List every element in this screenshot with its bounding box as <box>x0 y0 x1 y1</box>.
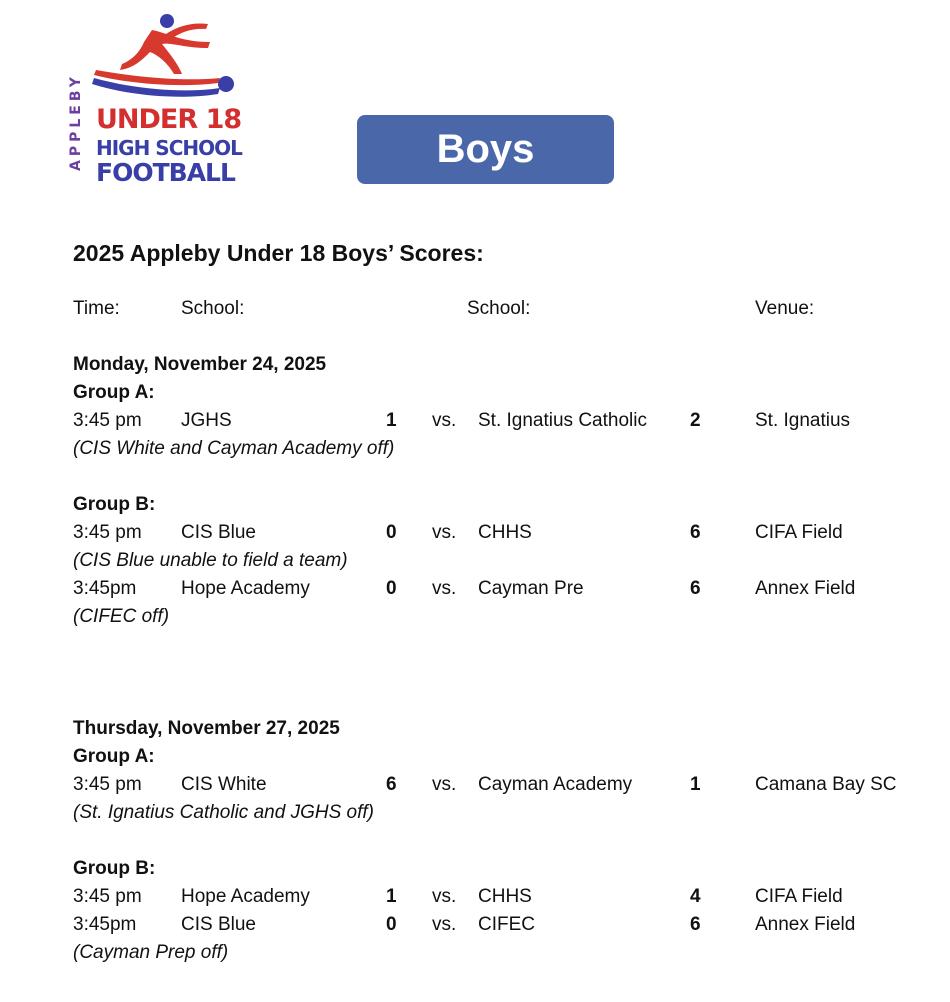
header-school-1: School: <box>181 298 245 319</box>
match-away-team: CHHS <box>478 522 532 543</box>
match-vs: vs. <box>432 522 457 543</box>
boys-banner: Boys <box>357 115 614 184</box>
match-away-team: St. Ignatius Catholic <box>478 410 647 431</box>
match-home-score: 0 <box>386 578 397 599</box>
match-away-score: 6 <box>690 522 701 543</box>
day-1-group-b-note-2: (CIFEC off) <box>73 606 170 627</box>
match-away-score: 6 <box>690 914 701 935</box>
match-vs: vs. <box>432 410 457 431</box>
match-venue: CIFA Field <box>755 886 843 907</box>
match-time: 3:45pm <box>73 914 137 935</box>
match-home-team: JGHS <box>181 410 232 431</box>
day-1-group-a-note: (CIS White and Cayman Academy off) <box>73 438 395 459</box>
match-vs: vs. <box>432 914 457 935</box>
day-1-group-a-label: Group A: <box>73 382 155 403</box>
match-away-score: 6 <box>690 578 701 599</box>
header-venue: Venue: <box>755 298 815 319</box>
match-time: 3:45 pm <box>73 886 142 907</box>
match-time: 3:45 pm <box>73 522 142 543</box>
match-vs: vs. <box>432 774 457 795</box>
page-title: 2025 Appleby Under 18 Boys’ Scores: <box>73 240 484 266</box>
match-vs: vs. <box>432 886 457 907</box>
match-home-team: CIS Blue <box>181 522 256 543</box>
match-home-score: 0 <box>386 914 397 935</box>
match-home-score: 1 <box>386 886 397 907</box>
match-home-team: CIS Blue <box>181 914 256 935</box>
match-row <box>0 578 950 606</box>
match-time: 3:45 pm <box>73 410 142 431</box>
match-home-team: Hope Academy <box>181 578 310 599</box>
match-away-score: 1 <box>690 774 701 795</box>
match-row <box>0 886 950 914</box>
match-home-score: 0 <box>386 522 397 543</box>
match-home-score: 6 <box>386 774 397 795</box>
logo-text-under-18: UNDER 18 <box>96 104 242 135</box>
header-time: Time: <box>73 298 120 319</box>
match-row <box>0 522 950 550</box>
logo-vertical-text: APPLEBY <box>68 73 84 171</box>
match-venue: St. Ignatius <box>755 410 851 431</box>
logo-text-football: FOOTBALL <box>96 158 235 187</box>
match-away-score: 4 <box>690 886 701 907</box>
match-row <box>0 410 950 438</box>
day-2-date: Thursday, November 27, 2025 <box>73 718 340 739</box>
match-time: 3:45 pm <box>73 774 142 795</box>
match-row <box>0 914 950 942</box>
match-home-score: 1 <box>386 410 397 431</box>
match-away-score: 2 <box>690 410 701 431</box>
match-row <box>0 774 950 802</box>
match-venue: Camana Bay SC <box>755 774 897 795</box>
match-home-team: Hope Academy <box>181 886 310 907</box>
day-2-group-a-note: (St. Ignatius Catholic and JGHS off) <box>73 802 374 823</box>
match-venue: CIFA Field <box>755 522 843 543</box>
day-2-group-b-label: Group B: <box>73 858 156 879</box>
day-1-group-b-label: Group B: <box>73 494 156 515</box>
match-away-team: Cayman Academy <box>478 774 633 795</box>
header-school-2: School: <box>467 298 531 319</box>
match-away-team: CHHS <box>478 886 532 907</box>
match-away-team: CIFEC <box>478 914 535 935</box>
match-venue: Annex Field <box>755 578 856 599</box>
column-headers <box>0 298 950 326</box>
day-1-group-b-note-1: (CIS Blue unable to field a team) <box>73 550 348 571</box>
logo-text-high-school: HIGH SCHOOL <box>96 136 242 160</box>
match-vs: vs. <box>432 578 457 599</box>
day-2-group-b-note: (Cayman Prep off) <box>73 942 229 963</box>
day-2-group-a-label: Group A: <box>73 746 155 767</box>
match-home-team: CIS White <box>181 774 267 795</box>
match-venue: Annex Field <box>755 914 856 935</box>
day-1-date: Monday, November 24, 2025 <box>73 354 327 375</box>
match-time: 3:45pm <box>73 578 137 599</box>
match-away-team: Cayman Pre <box>478 578 584 599</box>
